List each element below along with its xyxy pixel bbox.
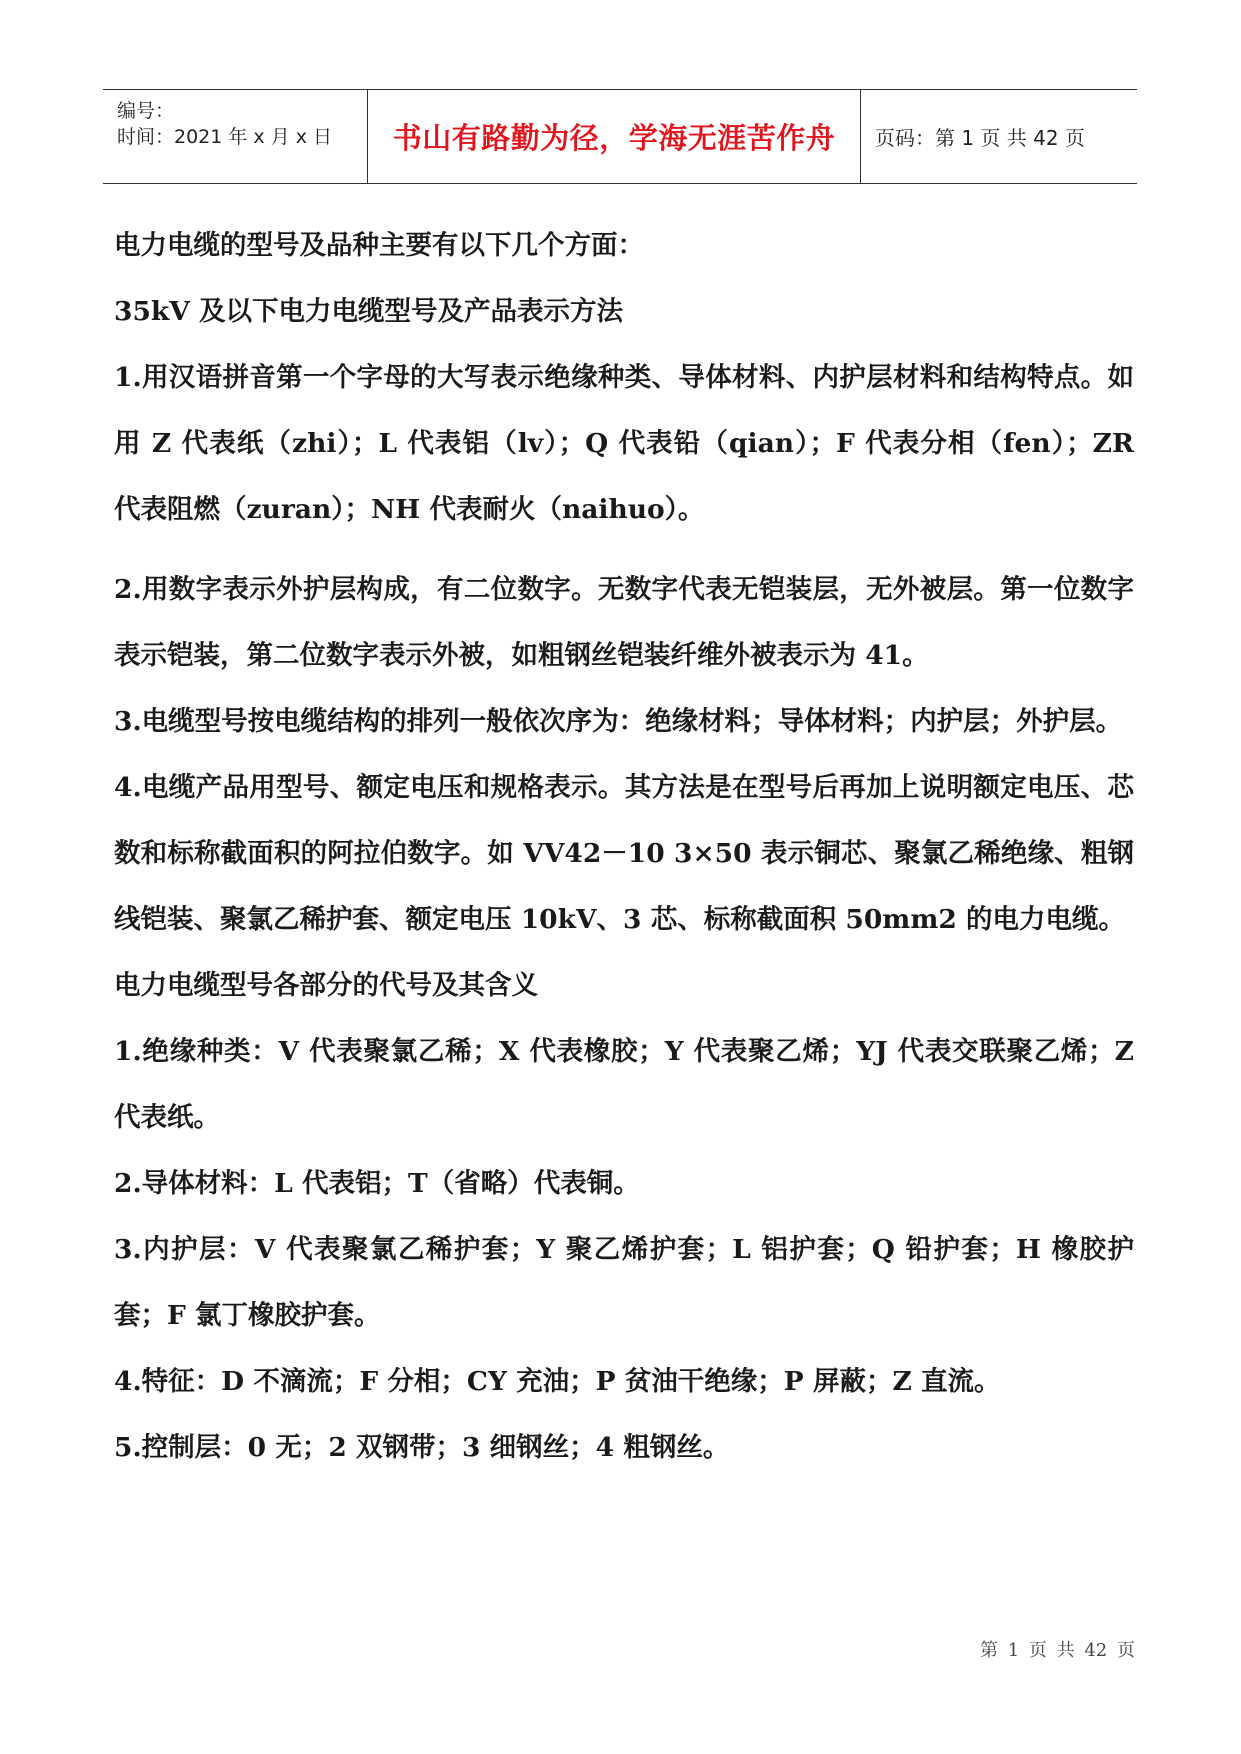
- document-body: [114, 213, 1134, 1481]
- document-time-label: 时间：2021 年 x 月 x 日: [117, 126, 333, 148]
- page-footer: 第 1 页 共 42 页: [980, 1640, 1135, 1661]
- page-header: [103, 89, 1137, 184]
- rule-paragraph-3: 3.电缆型号按电缆结构的排列一般依次序为：绝缘材料；导体材料；内护层；外护层。: [114, 706, 1123, 737]
- code-paragraph-inner-sheath: 3.内护层：V 代表聚氯乙稀护套；Y 聚乙烯护套；L 铝护套；Q 铅护套；H 橡胶护套；F 氯丁橡胶护套。: [114, 1234, 1134, 1331]
- code-paragraph-conductor: 2.导体材料：L 代表铝；T（省略）代表铜。: [114, 1168, 640, 1199]
- document-number-label: 编号：: [117, 100, 175, 122]
- header-info-cell: [103, 90, 368, 183]
- header-motto: 书山有路勤为径，学海无涯苦作舟: [368, 90, 861, 183]
- section-heading-codes: 电力电缆型号各部分的代号及其含义: [114, 970, 538, 1001]
- header-page-code: 页码：第 1 页 共 42 页: [875, 126, 1085, 150]
- rule-paragraph-2: 2.用数字表示外护层构成，有二位数字。无数字代表无铠装层，无外被层。第一位数字表示铠装，第二位数字表示外被，如粗钢丝铠装纤维外被表示为 41。: [114, 574, 1134, 671]
- code-paragraph-features: 4.特征：D 不滴流；F 分相；CY 充油；P 贫油干绝缘；P 屏蔽；Z 直流。: [114, 1366, 1001, 1397]
- code-paragraph-insulation: 1.绝缘种类：V 代表聚氯乙稀；X 代表橡胶；Y 代表聚乙烯；YJ 代表交联聚乙烯；Z 代表纸。: [114, 1036, 1134, 1133]
- section-heading: 35kV 及以下电力电缆型号及产品表示方法: [114, 296, 624, 327]
- code-paragraph-control-layer: 5.控制层：0 无；2 双钢带；3 细钢丝；4 粗钢丝。: [114, 1432, 730, 1463]
- rule-paragraph-4: 4.电缆产品用型号、额定电压和规格表示。其方法是在型号后再加上说明额定电压、芯数和标称截面积的阿拉伯数字。如 VV42－10 3×50 表示铜芯、聚氯乙稀绝缘、粗钢线铠装、聚氯乙稀护套、额定电压 10kV、3 芯、标称截面积 50mm2 的电力电缆。: [114, 772, 1134, 935]
- intro-paragraph: 电力电缆的型号及品种主要有以下几个方面：: [114, 230, 644, 261]
- rule-paragraph-1: 1.用汉语拼音第一个字母的大写表示绝缘种类、导体材料、内护层材料和结构特点。如用 Z 代表纸（zhi）；L 代表铝（lv）；Q 代表铅（qian）；F 代表分相（fen）；ZR 代表阻燃（zuran）；NH 代表耐火（naihuo）。: [114, 362, 1134, 525]
